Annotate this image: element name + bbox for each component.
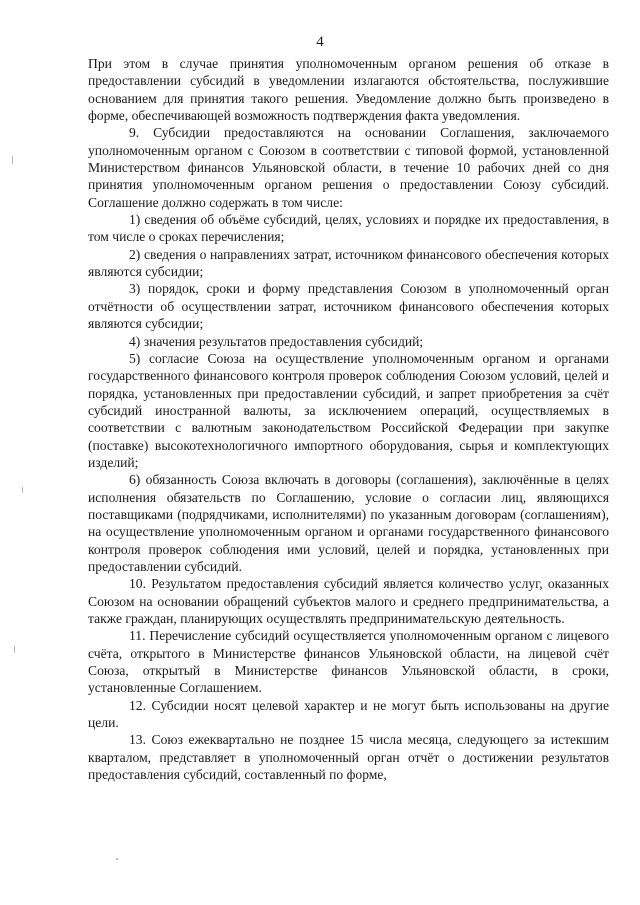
paragraph-subitem-2: 2) сведения о направлениях затрат, источником финансового обеспечения которых являются субсидии; [88, 246, 609, 280]
scan-speck [12, 156, 13, 164]
paragraph-refusal-notice: При этом в случае принятия уполномоченным органом решения об отказе в предоставлении субсидий в уведомлении излагаются обстоятельства, послужившие основанием для принятия такого решения. Уведомление должно быть произведено в форме, обеспечивающей возможность подтверждения факта уведомления. [88, 56, 609, 124]
paragraph-subitem-3: 3) порядок, сроки и форму представления Союзом в уполномоченный орган отчётности об осуществлении затрат, источником финансового обеспечения которых являются субсидии; [88, 281, 609, 332]
paragraph-subitem-6: 6) обязанность Союза включать в договоры (соглашения), заключённые в целях исполнения обязательств по Соглашению, условие о согласии лиц, являющихся поставщиками (подрядчиками, исполнителями) по указанным договорам (соглашениям), на осуществление уполномоченным органом и органами государственного финансового контроля проверок соблюдения ими условий, целей и порядка, установленных при предоставлении субсидий. [88, 472, 609, 574]
paragraph-subitem-5: 5) согласие Союза на осуществление уполномоченным органом и органами государственного финансового контроля проверок соблюдения Союзом условий, целей и порядка, установленных при предоставлении субсидий, и запрет приобретения за счёт субсидий иностранной валюты, за исключением операций, осуществляемых в соответствии с валютным законодательством Российской Федерации при закупке (поставке) высокотехнологичного импортного оборудования, сырья и комплектующих изделий; [88, 350, 609, 470]
page-number: 4 [316, 34, 324, 50]
paragraph-subitem-1: 1) сведения об объёме субсидий, целях, условиях и порядке их предоставления, в том числе о сроках перечисления; [88, 212, 609, 245]
paragraph-subitem-4: 4) значения результатов предоставления субсидий; [129, 333, 424, 349]
paragraph-item-12: 12. Субсидии носят целевой характер и не могут быть использованы на другие цели. [88, 697, 609, 731]
paragraph-item-13: 13. Союз ежеквартально не позднее 15 числа месяца, следующего за истекшим кварталом, представляет в уполномоченный орган отчёт о достижении результатов предоставления субсидий, составленный по форме, [88, 732, 609, 783]
scan-speck [116, 858, 118, 860]
scan-speck [14, 646, 15, 653]
paragraph-item-11: 11. Перечисление субсидий осуществляется уполномоченным органом с лицевого счёта, открытого в Министерстве финансов Ульяновской области, на лицевой счёт Союза, открытый в Министерстве финансов Ульяновской области, в сроки, установленные Соглашением. [88, 628, 609, 696]
paragraph-item-10: 10. Результатом предоставления субсидий является количество услуг, оказанных Союзом на основании обращений субъектов малого и среднего предпринимательства, а также граждан, планирующих осуществлять предпринимательскую деятельность. [88, 576, 609, 626]
paragraph-item-9: 9. Субсидии предоставляются на основании Соглашения, заключаемого уполномоченным органом с Союзом в соответствии с типовой формой, установленной Министерством финансов Ульяновской области, в течение 10 рабочих дней со дня принятия уполномоченным органом решения о предоставлении Союзу субсидий. Соглашение должно содержать в том числе: [88, 125, 609, 210]
scan-speck [22, 487, 23, 493]
document-body [88, 55, 609, 783]
